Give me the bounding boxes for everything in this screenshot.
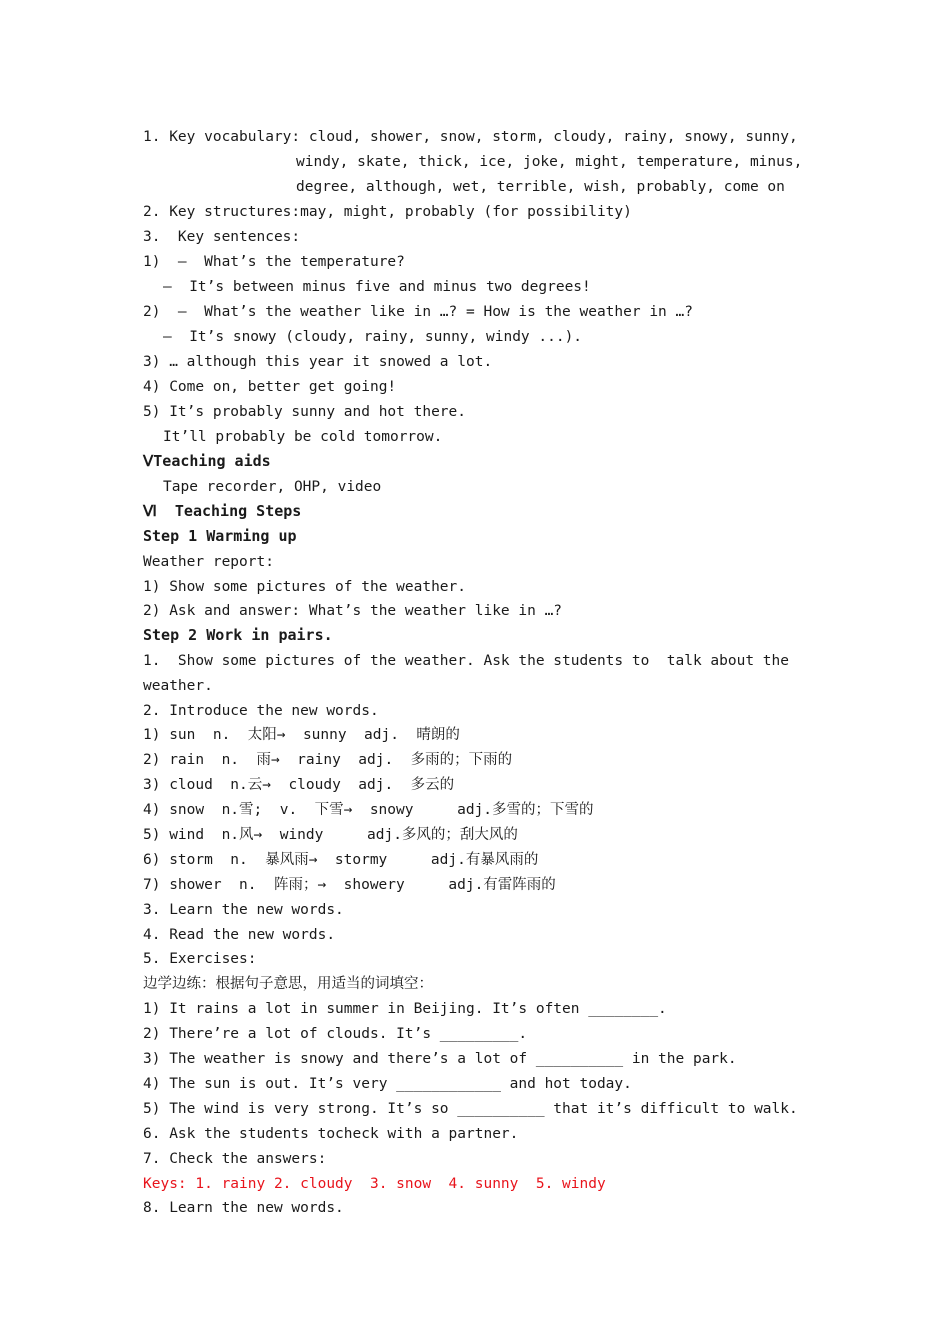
step-2-item-6: 6. Ask the students tocheck with a partner. bbox=[143, 1126, 519, 1142]
sentence-1-question: 1) — What’s the temperature? bbox=[143, 254, 405, 270]
sentence-2-question: 2) — What’s the weather like in …? = How is the weather in …? bbox=[143, 304, 693, 320]
weather-report-label: Weather report: bbox=[143, 554, 274, 570]
step-2-item-7: 7. Check the answers: bbox=[143, 1151, 327, 1167]
key-sentences-heading: 3. Key sentences: bbox=[143, 229, 301, 245]
word-snow: 4) snow n.雪; v. 下雪→ snowy adj.多雪的；下雪的 bbox=[143, 802, 594, 818]
exercise-instructions: 边学边练：根据句子意思，用适当的词填空： bbox=[143, 976, 433, 992]
step-2-item-8: 8. Learn the new words. bbox=[143, 1200, 344, 1216]
sentence-3: 3) … although this year it snowed a lot. bbox=[143, 354, 493, 370]
word-cloud: 3) cloud n.云→ cloudy adj. 多云的 bbox=[143, 777, 455, 793]
exercise-5: 5) The wind is very strong. It’s so __________ that it’s difficult to walk. bbox=[143, 1101, 798, 1117]
teaching-aids-heading: ⅤTeaching aids bbox=[143, 452, 271, 470]
step-2-item-5: 5. Exercises: bbox=[143, 951, 257, 967]
step-1-item-1: 1) Show some pictures of the weather. bbox=[143, 579, 467, 595]
step-2-item-1-cont: weather. bbox=[143, 678, 213, 694]
word-rain: 2) rain n. 雨→ rainy adj. 多雨的；下雨的 bbox=[143, 752, 513, 768]
exercise-1: 1) It rains a lot in summer in Beijing. It’s often ________. bbox=[143, 1001, 667, 1017]
sentence-5b: It’ll probably be cold tomorrow. bbox=[163, 429, 443, 445]
word-shower: 7) shower n. 阵雨；→ showery adj.有雷阵雨的 bbox=[143, 877, 556, 893]
teaching-steps-heading: Ⅵ Teaching Steps bbox=[143, 502, 302, 520]
step-2-item-4: 4. Read the new words. bbox=[143, 927, 336, 943]
sentence-1-answer: — It’s between minus five and minus two degrees! bbox=[163, 279, 591, 295]
exercise-3: 3) The weather is snowy and there’s a lot of __________ in the park. bbox=[143, 1051, 737, 1067]
exercise-4: 4) The sun is out. It’s very ____________ and hot today. bbox=[143, 1076, 632, 1092]
step-2-item-1: 1. Show some pictures of the weather. Ask the students to talk about the bbox=[143, 653, 790, 669]
step-1-heading: Step 1 Warming up bbox=[143, 527, 297, 545]
key-vocabulary-line-1: 1. Key vocabulary: cloud, shower, snow, storm, cloudy, rainy, snowy, sunny, bbox=[143, 129, 798, 145]
answer-keys: Keys: 1. rainy 2. cloudy 3. snow 4. sunny 5. windy bbox=[143, 1176, 606, 1192]
word-storm: 6) storm n. 暴风雨→ stormy adj.有暴风雨的 bbox=[143, 852, 539, 868]
sentence-4: 4) Come on, better get going! bbox=[143, 379, 397, 395]
sentence-5a: 5) It’s probably sunny and hot there. bbox=[143, 404, 467, 420]
key-vocabulary-line-3: degree, although, wet, terrible, wish, probably, come on bbox=[296, 179, 785, 195]
step-2-heading: Step 2 Work in pairs. bbox=[143, 626, 333, 644]
word-sun: 1) sun n. 太阳→ sunny adj. 晴朗的 bbox=[143, 727, 460, 743]
step-2-item-3: 3. Learn the new words. bbox=[143, 902, 344, 918]
teaching-aids-list: Tape recorder, OHP, video bbox=[163, 479, 382, 495]
key-vocabulary-line-2: windy, skate, thick, ice, joke, might, temperature, minus, bbox=[296, 154, 803, 170]
word-wind: 5) wind n.风→ windy adj.多风的；刮大风的 bbox=[143, 827, 518, 843]
step-1-item-2: 2) Ask and answer: What’s the weather like in …? bbox=[143, 603, 563, 619]
step-2-item-2: 2. Introduce the new words. bbox=[143, 703, 379, 719]
sentence-2-answer: — It’s snowy (cloudy, rainy, sunny, windy ...). bbox=[163, 329, 583, 345]
exercise-2: 2) There’re a lot of clouds. It’s _________. bbox=[143, 1026, 528, 1042]
key-structures: 2. Key structures:may, might, probably (for possibility) bbox=[143, 204, 632, 220]
